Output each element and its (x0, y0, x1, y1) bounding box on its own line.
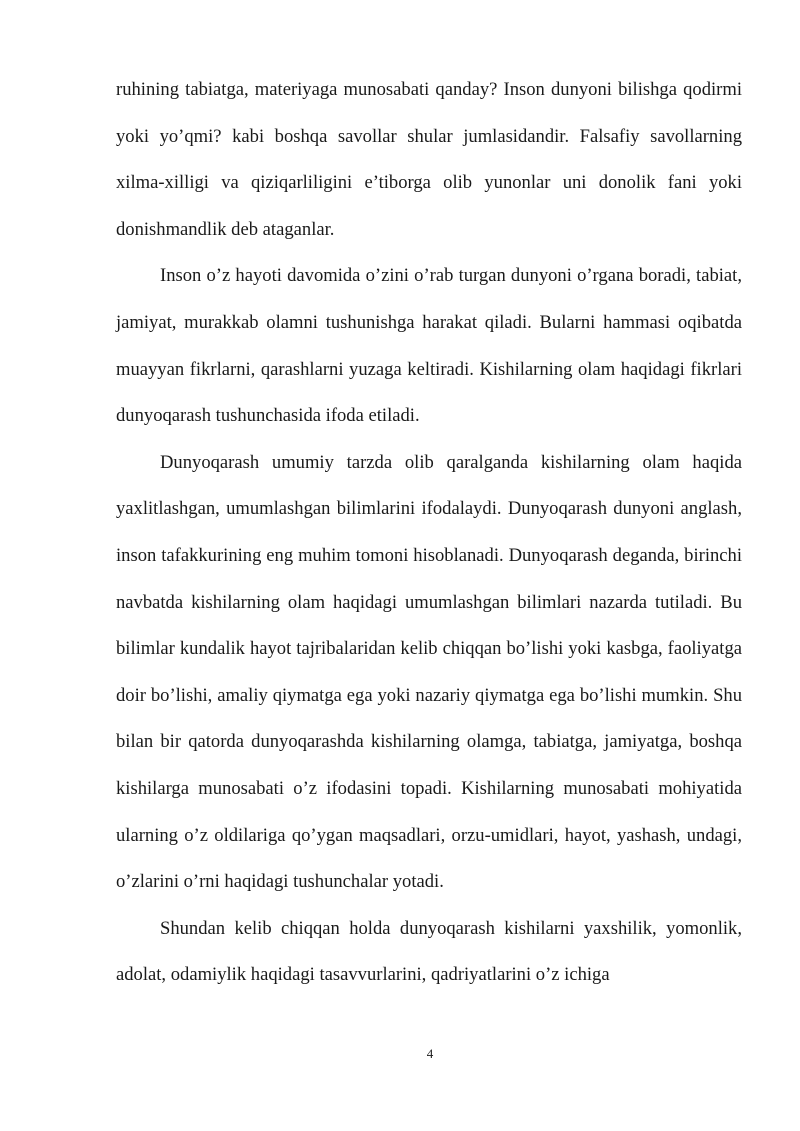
paragraph-continued: ruhining tabiatga, materiyaga munosabati qanday? Inson dunyoni bilishga qodirmi yoki yo’qmi? kabi boshqa savollar shular jumlasidandir. Falsafiy savollarning xilma-xilligi va qiziqarliligini e’tiborga olib yunonlar uni donolik fani yoki donishmandlik deb ataganlar. (116, 79, 742, 240)
page-body (116, 67, 742, 999)
paragraph-dunyoqarash: Dunyoqarash umumiy tarzda olib qaralganda kishilarning olam haqida yaxlitlashgan, umumlashgan bilimlarini ifodalaydi. Dunyoqarash dunyoni anglash, inson tafakkurining eng muhim tomoni hisoblanadi. Dunyoqarash deganda, birinchi navbatda kishilarning olam haqidagi umumlashgan bilimlari nazarda tutiladi. Bu bilimlar kundalik hayot tajribalaridan kelib chiqqan bo’lishi yoki kasbga, faoliyatga doir bo’lishi, amaliy qiymatga ega yoki nazariy qiymatga ega bo’lishi mumkin. Shu bilan bir qatorda dunyoqarashda kishilarning olamga, tabiatga, jamiyatga, boshqa kishilarga munosabati o’z ifodasini topadi. Kishilarning munosabati mohiyatida ularning o’z oldilariga qo’ygan maqsadlari, orzu-umidlari, hayot, yashash, undagi, o’zlarini o’rni haqidagi tushunchalar yotadi. (116, 451, 742, 893)
page-number: 4 (426, 1046, 434, 1061)
paragraph-shundan: Shundan kelib chiqqan holda dunyoqarash kishilarni yaxshilik, yomonlik, adolat, odamiylik haqidagi tasavvurlarini, qadriyatlarini o’z ichiga (116, 917, 742, 986)
paragraph-inson-hayoti: Inson o’z hayoti davomida o’zini o’rab turgan dunyoni o’rgana boradi, tabiat, jamiyat, murakkab olamni tushunishga harakat qiladi. Bularni hammasi oqibatda muayyan fikrlarni, qarashlarni yuzaga keltiradi. Kishilarning olam haqidagi fikrlari dunyoqarash tushunchasida ifoda etiladi. (116, 265, 742, 427)
